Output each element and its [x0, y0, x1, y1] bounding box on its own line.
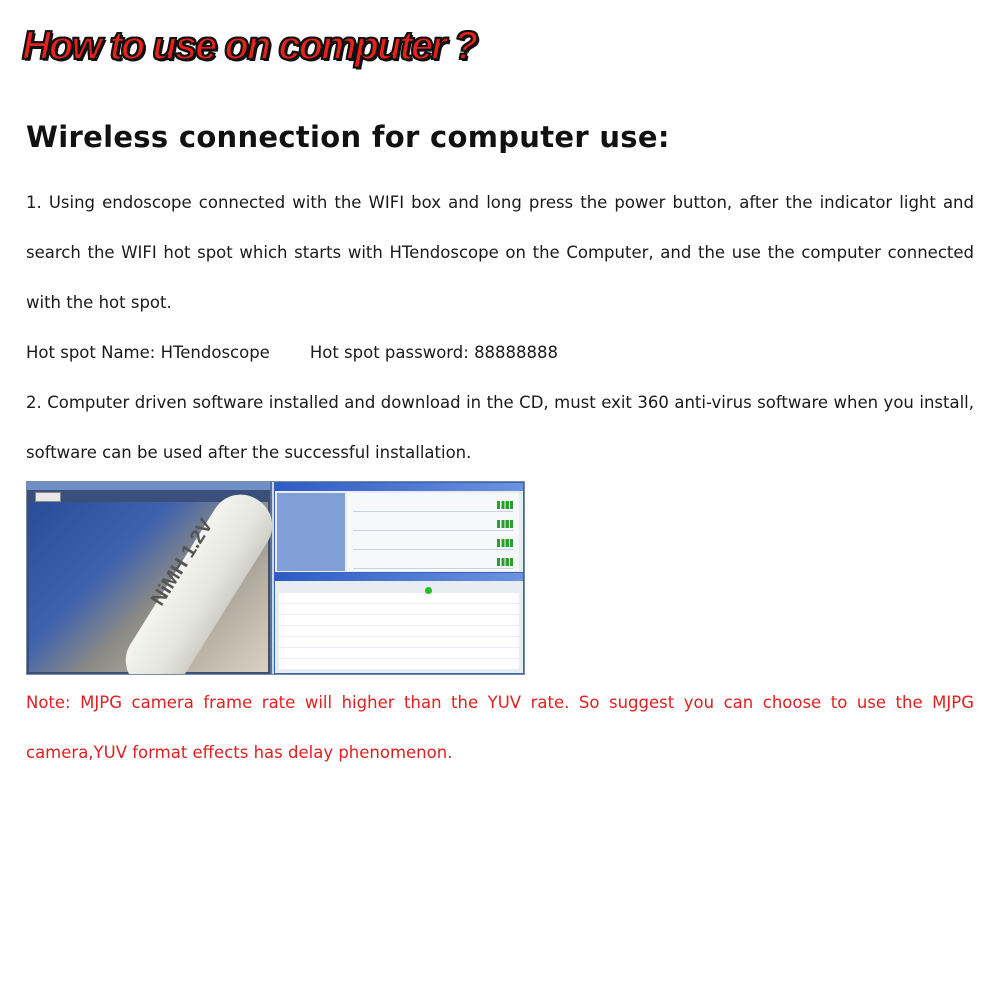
wifi-network-list	[347, 493, 519, 571]
wifi-window-titlebar	[275, 483, 523, 491]
device-settings-window	[274, 572, 524, 674]
signal-icon	[497, 558, 513, 566]
camera-preview-window	[27, 482, 272, 674]
note-text: Note: MJPG camera frame rate will higher than the YUV rate. So suggest you can choose to use the MJPG camera,YUV format effects has delay phenomenon.	[26, 693, 974, 762]
battery-image	[114, 483, 283, 675]
step-1-text: 1. Using endoscope connected with the WIFI box and long press the power button, after the indicator light and search the WIFI hot spot which starts with HTendoscope on the Computer, and the use the computer connected with the hot spot.	[26, 193, 974, 312]
wifi-network-window	[274, 482, 524, 574]
camera-window-titlebar	[27, 482, 270, 490]
hotspot-info	[26, 328, 558, 378]
signal-icon	[497, 520, 513, 528]
hotspot-password: Hot spot password: 88888888	[309, 343, 559, 362]
banner-title: How to use on computer ?	[22, 24, 477, 68]
step-2-text: 2. Computer driven software installed and download in the CD, must exit 360 anti-virus software when you install, software can be used after the successful installation.	[26, 393, 974, 462]
section-heading: Wireless connection for computer use:	[26, 120, 670, 154]
camera-photo	[29, 502, 268, 672]
wifi-network-row	[353, 499, 513, 512]
hotspot-name: Hot spot Name: HTendoscope	[26, 343, 270, 362]
software-screenshot	[26, 481, 525, 675]
battery-label: NiMH 1.2V	[147, 515, 218, 610]
wifi-network-row	[353, 518, 513, 531]
camera-window-button	[35, 492, 61, 502]
signal-icon	[497, 539, 513, 547]
signal-icon	[497, 501, 513, 509]
status-indicator-icon	[425, 587, 432, 594]
wifi-network-row	[353, 556, 513, 569]
settings-window-titlebar	[275, 573, 523, 581]
wifi-window-sidebar	[277, 493, 345, 571]
settings-panel	[279, 593, 519, 669]
wifi-network-row	[353, 537, 513, 550]
